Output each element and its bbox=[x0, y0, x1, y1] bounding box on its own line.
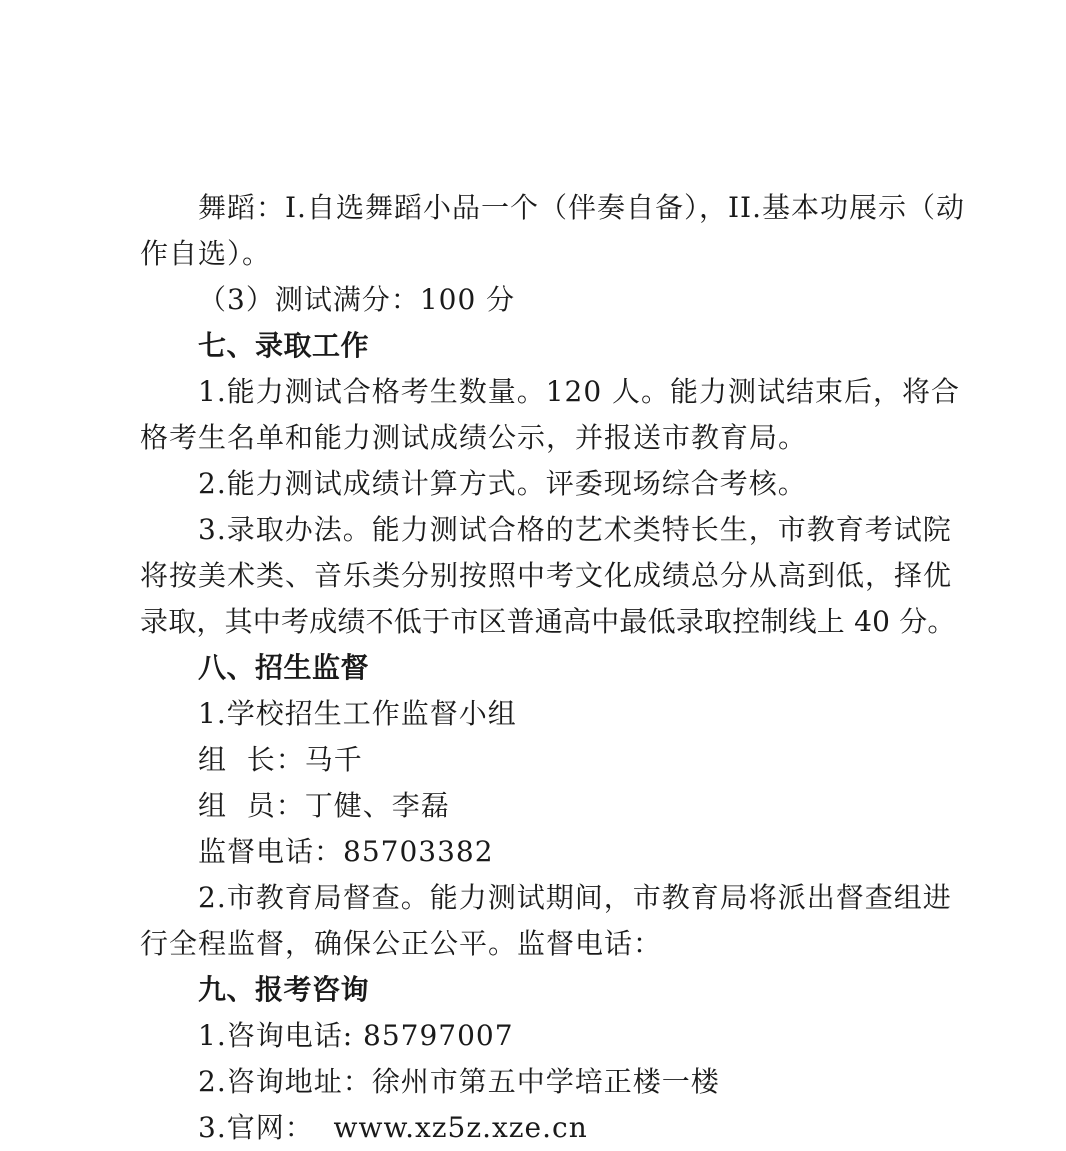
section-8-heading: 八、招生监督 bbox=[198, 651, 370, 684]
section-7-heading: 七、录取工作 bbox=[198, 329, 370, 362]
official-website: 3.官网： www.xz5z.xze.cn bbox=[198, 1111, 588, 1144]
section-9-heading: 九、报考咨询 bbox=[198, 973, 370, 1006]
supervision-item-1: 1.学校招生工作监督小组 bbox=[198, 697, 517, 730]
admission-item-3-cont-2: 录取，其中考成绩不低于市区普通高中最低录取控制线上 40 分。 bbox=[140, 605, 956, 638]
admission-item-2: 2.能力测试成绩计算方式。评委现场综合考核。 bbox=[198, 467, 807, 500]
full-score-line: （3）测试满分：100 分 bbox=[198, 283, 516, 316]
supervision-phone: 监督电话：85703382 bbox=[198, 835, 494, 868]
consult-address: 2.咨询地址：徐州市第五中学培正楼一楼 bbox=[198, 1065, 720, 1098]
dance-test-line-cont: 作自选）。 bbox=[140, 237, 272, 270]
supervision-item-2-cont: 行全程监督，确保公正公平。监督电话： bbox=[140, 927, 663, 960]
dance-test-line: 舞蹈：I.自选舞蹈小品一个（伴奏自备），II.基本功展示（动 bbox=[198, 191, 965, 224]
supervision-leader: 组 长：马千 bbox=[198, 743, 363, 776]
consult-phone: 1.咨询电话: 85797007 bbox=[198, 1019, 514, 1052]
supervision-members: 组 员：丁健、李磊 bbox=[198, 789, 450, 822]
admission-item-3-cont: 将按美术类、音乐类分别按照中考文化成绩总分从高到低，择优 bbox=[140, 559, 953, 592]
supervision-item-2: 2.市教育局督查。能力测试期间，市教育局将派出督查组进 bbox=[198, 881, 952, 914]
admission-item-1-cont: 格考生名单和能力测试成绩公示，并报送市教育局。 bbox=[140, 421, 808, 454]
admission-item-1: 1.能力测试合格考生数量。120 人。能力测试结束后，将合 bbox=[198, 375, 961, 408]
admission-item-3: 3.录取办法。能力测试合格的艺术类特长生，市教育考试院 bbox=[198, 513, 952, 546]
